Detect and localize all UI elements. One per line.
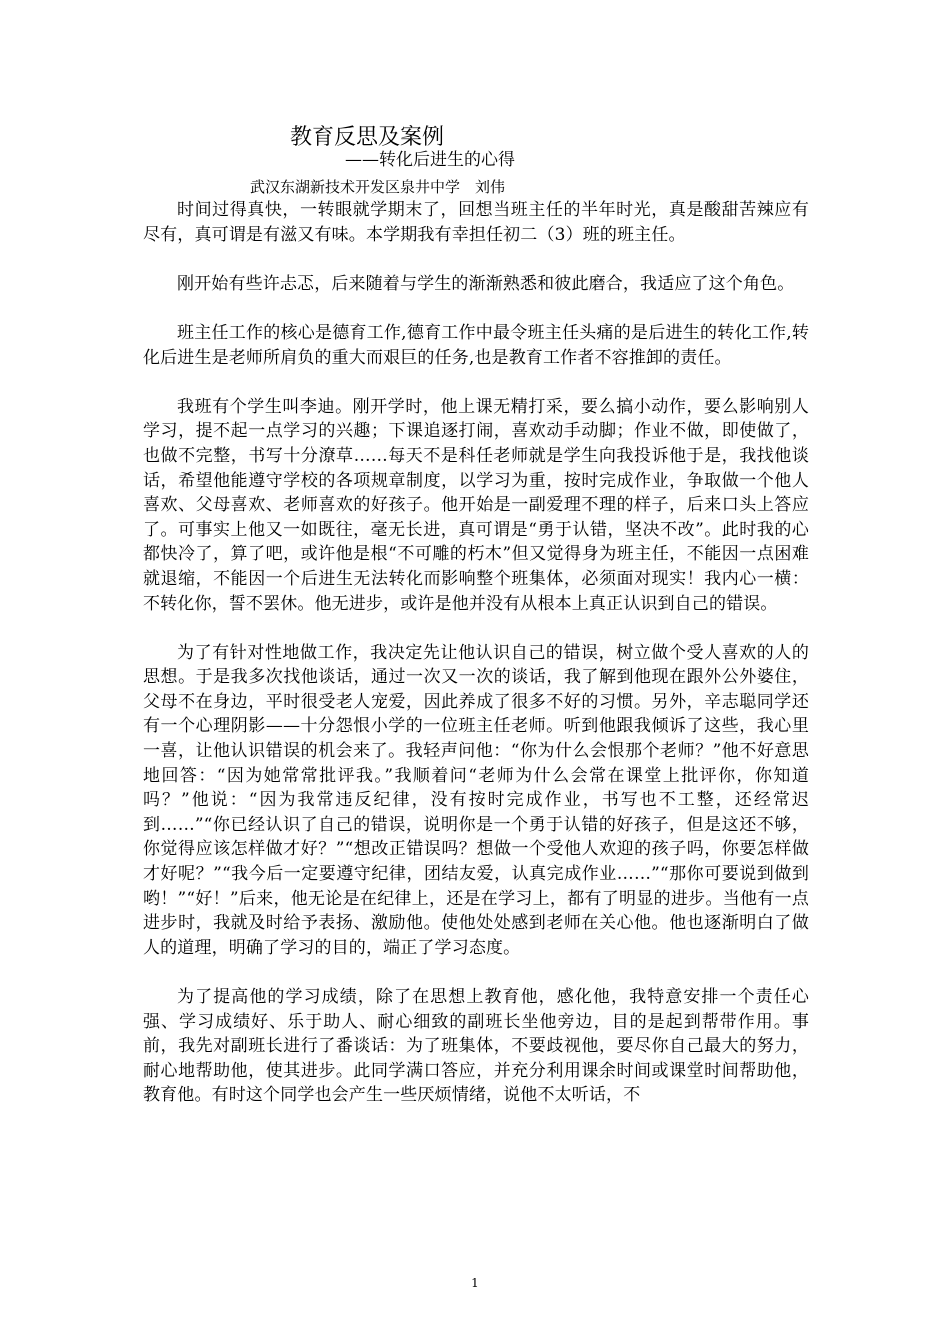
paragraph: 我班有个学生叫李迪。刚开学时，他上课无精打采，要么搞小动作，要么影响别人学习，提不起一点学习的兴趣；下课追逐打闹，喜欢动手动脚；作业不做，即使做了，也做不完整，书写十分潦草……每天不是科任老师就是学生向我投诉他于是，我找他谈话，希望他能遵守学校的各项规章制度，以学习为重，按时完成作业，争取做一个他人喜欢、父母喜欢、老师喜欢的好孩子。他开始是一副爱理不理的样子，后来口头上答应了。可事实上他又一如既往，毫无长进，真可谓是“勇于认错，坚决不改”。此时我的心都快冷了，算了吧，或许他是根“不可雕的朽木”但又觉得身为班主任，不能因一点困难就退缩，不能因一个后进生无法转化而影响整个班集体，必须面对现实！我内心一横：不转化你，誓不罢休。他无进步，或许是他并没有从根本上真正认识到自己的错误。	[143, 396, 809, 614]
paragraph: 为了有针对性地做工作，我决定先让他认识自己的错误，树立做个受人喜欢的人的思想。于是我多次找他谈话，通过一次又一次的谈话，我了解到他现在跟外公外婆住，父母不在身边，平时很受老人宠爱，因此养成了很多不好的习惯。另外，辛志聪同学还有一个心理阴影——十分怨恨小学的一位班主任老师。听到他跟我倾诉了这些，我心里一喜，让他认识错误的机会来了。我轻声问他：“你为什么会恨那个老师？”他不好意思地回答：“因为她常常批评我。”我顺着问“老师为什么会常在课堂上批评你，你知道吗？”他说：“因为我常违反纪律，没有按时完成作业，书写也不工整，还经常迟到……”“你已经认识了自己的错误，说明你是一个勇于认错的好孩子，但是这还不够，你觉得应该怎样做才好？”“想改正错误吗？想做一个受他人欢迎的孩子吗，你要怎样做才好呢？”“我今后一定要遵守纪律，团结友爱，认真完成作业……”“那你可要说到做到哟！”“好！”后来，他无论是在纪律上，还是在学习上，都有了明显的进步。当他有一点进步时，我就及时给予表扬、激励他。使他处处感到老师在关心他。他也逐渐明白了做人的道理，明确了学习的目的，端正了学习态度。	[143, 642, 809, 958]
paragraph: 刚开始有些许忐忑，后来随着与学生的渐渐熟悉和彼此磨合，我适应了这个角色。	[177, 273, 795, 294]
paragraph: 时间过得真快，一转眼就学期末了，回想当班主任的半年时光，真是酸甜苦辣应有尽有，真可谓是有滋又有味。本学期我有幸担任初二（3）班的班主任。	[143, 200, 809, 245]
paragraph: 班主任工作的核心是德育工作,德育工作中最令班主任头痛的是后进生的转化工作,转化后进生是老师所肩负的重大而艰巨的任务,也是教育工作者不容推卸的责任。	[143, 322, 809, 368]
author-line: 武汉东湖新技术开发区泉井中学 刘伟	[250, 178, 506, 196]
paragraph: 为了提高他的学习成绩，除了在思想上教育他，感化他，我特意安排一个责任心强、学习成绩好、乐于助人、耐心细致的副班长坐他旁边，目的是起到帮带作用。事前，我先对副班长进行了番谈话：为了班集体，不要歧视他，要尽你自己最大的努力，耐心地帮助他，使其进步。此同学满口答应，并充分利用课余时间或课堂时间帮助他，教育他。有时这个同学也会产生一些厌烦情绪，说他不太听话，不	[143, 987, 809, 1106]
document-title: 教育反思及案例	[290, 125, 445, 150]
page-number: 1	[471, 1276, 479, 1290]
document-subtitle: ——转化后进生的心得	[345, 150, 515, 170]
document-body	[143, 198, 809, 1108]
